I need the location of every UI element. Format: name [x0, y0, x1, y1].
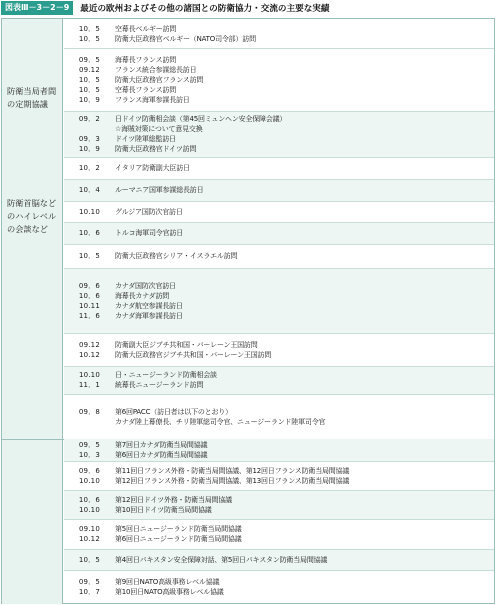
- entry-line: [64, 417, 494, 427]
- row-divider: [64, 333, 494, 334]
- entry-event: カナダ陸上幕僚長、チリ陸軍総司令官、ニュージーランド陸軍司令官: [115, 418, 326, 426]
- entry-event: イタリア防衛副大臣訪日: [115, 164, 190, 172]
- row-divider: [64, 461, 494, 462]
- table-row: [64, 19, 494, 48]
- entry-date: 09．5: [78, 441, 100, 449]
- cooperation-table: [1, 18, 495, 604]
- entry-date: 11．6: [78, 312, 100, 320]
- entry-date: 10.12: [78, 535, 100, 543]
- entry-event: 海幕長カナダ訪問: [115, 292, 170, 300]
- entry-event: 空幕長ベルギー訪問: [115, 25, 177, 33]
- entry-line: [64, 301, 494, 311]
- entry-line: [64, 55, 494, 65]
- entry-event: トルコ海軍司令官訪日: [115, 229, 183, 237]
- entry-event: 海幕長フランス訪問: [115, 56, 176, 64]
- entry-date: 10．5: [78, 35, 100, 43]
- entry-line: [64, 281, 494, 291]
- table-row: [64, 201, 494, 222]
- row-divider: [64, 222, 494, 223]
- entry-line: [64, 95, 494, 105]
- entry-event: グルジア国防次官訪日: [115, 208, 183, 216]
- entry-event: カナダ海軍参謀長訪日: [115, 312, 183, 320]
- entry-line: [64, 34, 494, 44]
- entry-date: 09．5: [78, 56, 100, 64]
- entry-event: 第6回PACC（訪日者は以下のとおり）: [115, 408, 232, 416]
- figure-label: 図表Ⅲ－3－2－9: [1, 1, 73, 15]
- entry-event: 防衛大臣政務官ベルギー（NATO司令部）訪問: [115, 35, 256, 43]
- entry-date: 10.10: [78, 477, 100, 485]
- entry-line: [64, 555, 494, 565]
- row-divider: [64, 179, 494, 180]
- entry-event: ☆海賊対策について意見交換: [115, 125, 203, 133]
- entry-event: フランス統合参謀総長訪日: [115, 66, 197, 74]
- entry-event: 第5回日ニュージーランド防衛当局間協議: [115, 525, 242, 533]
- entry-line: [64, 24, 494, 34]
- entry-line: [64, 124, 494, 134]
- entry-event: 日・ニュージーランド防衛相会談: [115, 371, 217, 379]
- entry-line: [64, 380, 494, 390]
- entry-event: 日ドイツ防衛相会談（第45回ミュンヘン安全保障会議）: [115, 115, 287, 123]
- entry-line: [64, 450, 494, 460]
- entry-line: [64, 440, 494, 450]
- entry-event: カナダ国防次官訪日: [115, 282, 176, 290]
- entry-event: 第7回日カナダ防衛当局間協議: [115, 441, 208, 449]
- entry-date: 09．8: [78, 408, 100, 416]
- entry-event: ルーマニア国軍参謀総長訪日: [115, 186, 204, 194]
- entry-event: 第12回日ドイツ外務・防衛当局間協議: [115, 496, 232, 504]
- table-row: [64, 157, 494, 179]
- entry-event: 防衛大臣政務官フランス訪問: [115, 76, 204, 84]
- entry-date: 09.10: [78, 525, 100, 533]
- table-row: [64, 179, 494, 201]
- row-divider: [64, 157, 494, 158]
- table-row: [64, 111, 494, 157]
- entry-event: 第11回日フランス外務・防衛当局間協議、第12回日フランス防衛当局間協議: [115, 467, 350, 475]
- entry-event: ドイツ陸軍総監訪日: [115, 135, 176, 143]
- entry-event: 第6回日ニュージーランド防衛当局間協議: [115, 535, 242, 543]
- entry-event: 防衛大臣政務官ドイツ訪問: [115, 145, 197, 153]
- entry-line: [64, 476, 494, 486]
- entry-line: [64, 466, 494, 476]
- table-row: [64, 333, 494, 366]
- entry-line: [64, 163, 494, 173]
- table-row: [64, 570, 494, 604]
- entry-line: [64, 251, 494, 261]
- entry-date: 10.10: [78, 371, 100, 379]
- entry-event: 防衛大臣政務官ジブチ共和国・バーレーン王国訪問: [115, 351, 272, 359]
- entry-date: 10.10: [78, 208, 100, 216]
- entry-line: [64, 207, 494, 217]
- entry-event: 第12回日フランス外務・防衛当局間協議、第13回日フランス防衛当局間協議: [115, 477, 350, 485]
- entry-line: [64, 534, 494, 544]
- entry-event: カナダ航空参謀長訪日: [115, 302, 183, 310]
- entry-date: 11．1: [78, 381, 100, 389]
- entry-date: 09．2: [78, 115, 100, 123]
- entry-event: 空幕長フランス訪問: [115, 86, 176, 94]
- entry-line: [64, 524, 494, 534]
- entry-line: [64, 85, 494, 95]
- entry-line: [64, 495, 494, 505]
- entry-line: [64, 134, 494, 144]
- row-divider: [64, 549, 494, 550]
- entry-event: 防衛大臣政務官シリア・イスラエル訪問: [115, 252, 238, 260]
- entry-date: 10.11: [78, 302, 100, 310]
- entry-line: [64, 407, 494, 417]
- row-divider: [64, 268, 494, 269]
- entry-date: 09．5: [78, 578, 100, 586]
- entry-date: 10．2: [78, 164, 100, 172]
- row-divider: [64, 244, 494, 245]
- entry-line: [64, 587, 494, 597]
- entry-line: [64, 185, 494, 195]
- category-label: 防衛当局者間の定期協議: [7, 86, 57, 109]
- table-row: [64, 244, 494, 268]
- entry-event: 第6回日カナダ防衛当局間協議: [115, 451, 208, 459]
- entry-date: 10．5: [78, 25, 100, 33]
- entry-event: フランス海軍参謀長訪日: [115, 96, 190, 104]
- entry-date: 10．9: [78, 145, 100, 153]
- entry-date: 10．6: [78, 496, 100, 504]
- table-row: [64, 490, 494, 519]
- entry-date: 10．3: [78, 451, 100, 459]
- entry-event: 第10回日ドイツ防衛当局間協議: [115, 506, 212, 514]
- entry-date: 10.10: [78, 506, 100, 514]
- entry-date: 09．3: [78, 135, 100, 143]
- entry-event: 第10回日NATO高級事務レベル協議: [115, 588, 224, 596]
- entry-line: [64, 505, 494, 515]
- entry-line: [64, 65, 494, 75]
- row-divider: [64, 394, 494, 395]
- entry-date: 09.12: [78, 341, 100, 349]
- entry-line: [64, 577, 494, 587]
- row-divider: [64, 366, 494, 367]
- entry-date: 10．5: [78, 86, 100, 94]
- table-row: [64, 394, 494, 439]
- entry-date: 09．6: [78, 282, 100, 290]
- entry-line: [64, 228, 494, 238]
- category-cell: [2, 19, 63, 439]
- figure-header: [0, 0, 496, 16]
- row-divider: [64, 201, 494, 202]
- entry-date: 10．9: [78, 96, 100, 104]
- table-row: [64, 222, 494, 244]
- row-divider: [64, 490, 494, 491]
- entry-event: 統幕長ニュージーランド訪問: [115, 381, 204, 389]
- entry-line: [64, 144, 494, 154]
- entry-date: 09.12: [78, 66, 100, 74]
- entry-event: 第9回日NATO高級事務レベル協議: [115, 578, 220, 586]
- entry-line: [64, 370, 494, 380]
- entry-date: 10.12: [78, 351, 100, 359]
- entry-date: 10．4: [78, 186, 100, 194]
- entry-line: [64, 75, 494, 85]
- row-divider: [64, 48, 494, 49]
- entry-date: 09．6: [78, 467, 100, 475]
- row-divider: [64, 570, 494, 571]
- row-divider: [64, 111, 494, 112]
- entry-event: 防衛副大臣ジブチ共和国・バーレーン王国訪問: [115, 341, 258, 349]
- entry-date: 10．6: [78, 229, 100, 237]
- table-row: [64, 461, 494, 490]
- entry-date: 10．6: [78, 292, 100, 300]
- table-row: [64, 549, 494, 570]
- table-row: [64, 519, 494, 549]
- table-row: [64, 48, 494, 111]
- figure-title: 最近の欧州およびその他の諸国との防衛協力・交流の主要な実績: [80, 4, 330, 14]
- category-label: 防衛首脳などのハイレベルの会談など: [7, 198, 57, 234]
- entry-line: [64, 291, 494, 301]
- row-divider: [64, 519, 494, 520]
- entry-line: [64, 114, 494, 124]
- entry-date: 10．5: [78, 556, 100, 564]
- entry-line: [64, 340, 494, 350]
- table-row: [64, 439, 494, 461]
- entry-date: 10．5: [78, 76, 100, 84]
- entry-date: 10．5: [78, 252, 100, 260]
- entry-date: 10．7: [78, 588, 100, 596]
- table-row: [64, 268, 494, 333]
- entry-line: [64, 311, 494, 321]
- table-row: [64, 366, 494, 394]
- entry-event: 第4回日パキスタン安全保障対話、第5回日パキスタン防衛当局間協議: [115, 556, 328, 564]
- entry-line: [64, 350, 494, 360]
